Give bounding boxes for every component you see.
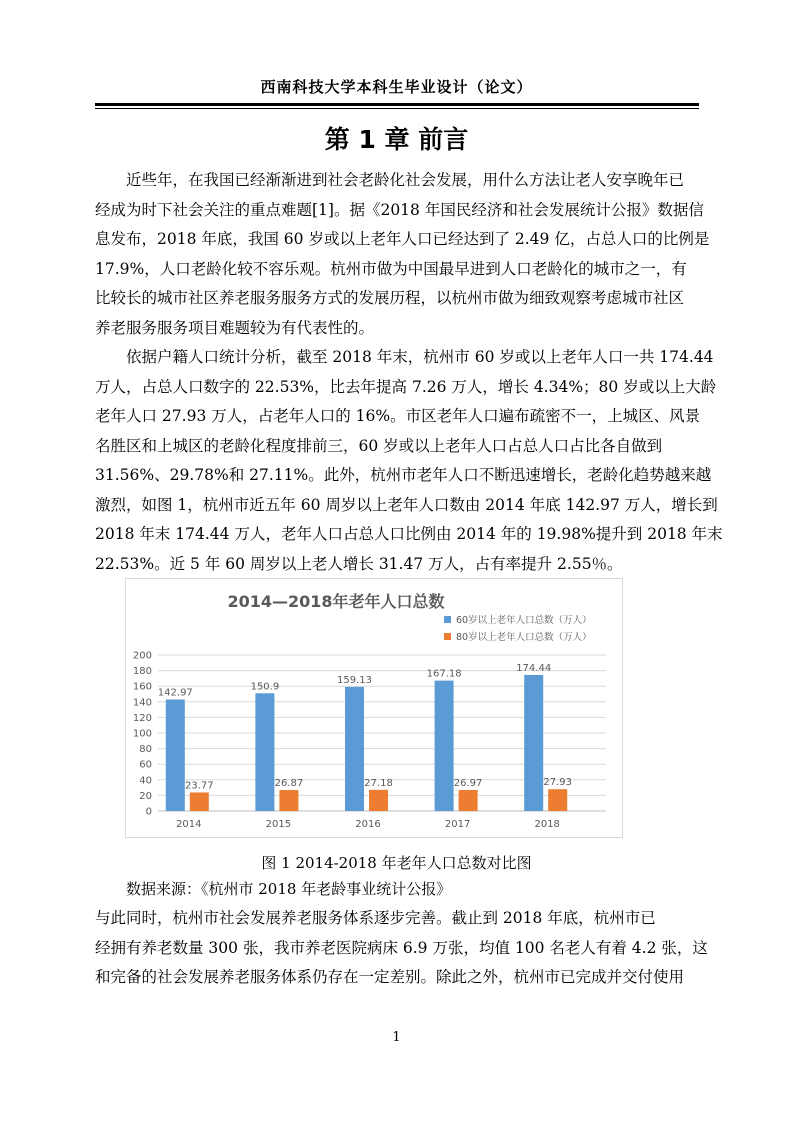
bar-80plus: [548, 789, 567, 811]
x-axis-ticks: [176, 819, 560, 830]
data-label: 26.87: [274, 778, 304, 790]
y-tick-label: 180: [132, 666, 152, 678]
bar-60plus: [524, 675, 543, 811]
chart-title: 2014—2018年老年人口总数: [227, 592, 445, 611]
data-label: 27.93: [543, 777, 573, 789]
y-tick-label: 0: [145, 806, 152, 818]
text-line: 经成为时下社会关注的重点难题[1]。据《2018 年国民经济和社会发展统计公报》数据信: [95, 200, 704, 219]
data-label: 159.13: [337, 674, 372, 686]
text-line: 激烈，如图 1，杭州市近五年 60 周岁以上老年人口数由 2014 年底 142.97 万人，增长到: [95, 495, 718, 514]
y-tick-label: 160: [132, 681, 152, 693]
text-line: 和完备的社会发展养老服务体系仍存在一定差别。除此之外，杭州市已完成并交付使用: [95, 968, 685, 986]
y-tick-label: 60: [139, 759, 152, 771]
text-line: 2018 年末 174.44 万人，老年人口占总人口比例由 2014 年的 19.98%提升到 2018 年末: [95, 525, 723, 543]
bar-80plus: [459, 790, 478, 811]
page-number: 1: [392, 1030, 401, 1045]
x-tick-label: 2016: [355, 819, 381, 830]
text-line: 息发布，2018 年底，我国 60 岁或以上老年人口已经达到了 2.49 亿，占总人口的比例是: [95, 230, 710, 248]
bar-60plus: [435, 681, 454, 811]
bar-80plus: [279, 790, 298, 811]
text-line: 比较长的城市社区养老服务服务方式的发展历程，以杭州市做为细致观察考虑城市社区: [95, 289, 685, 307]
y-tick-label: 140: [132, 697, 152, 709]
x-tick-label: 2018: [534, 819, 560, 830]
y-tick-label: 80: [139, 744, 152, 756]
paragraph-2: [95, 343, 723, 579]
header-rule-thick: [95, 103, 699, 106]
data-label: 150.9: [250, 681, 280, 693]
paragraph-1: [95, 166, 710, 343]
text-line: 17.9%，人口老龄化较不容乐观。杭州市做为中国最早进到人口老龄化的城市之一，有: [95, 259, 687, 278]
bar-80plus: [190, 792, 209, 811]
y-tick-label: 40: [139, 775, 152, 787]
data-label: 27.18: [364, 777, 393, 789]
y-tick-label: 100: [132, 728, 152, 740]
data-label: 23.77: [184, 780, 214, 792]
text-line: 万人，占总人口数字的 22.53%，比去年提高 7.26 万人，增长 4.34%；80 岁或以上大龄: [95, 377, 717, 396]
text-line: 近些年，在我国已经渐渐进到社会老龄化社会发展，用什么方法让老人安享晚年已: [95, 171, 685, 189]
bar-80plus: [369, 790, 388, 811]
paragraph-3: [95, 904, 708, 993]
bar-60plus: [345, 687, 364, 811]
legend-swatch-60plus: [444, 616, 451, 623]
chart-legend: [444, 614, 592, 643]
legend-label: 80岁以上老年人口总数（万人）: [456, 632, 592, 643]
chart-svg: [126, 579, 622, 837]
running-header: 西南科技大学本科生毕业设计（论文）: [260, 78, 533, 96]
x-tick-label: 2015: [265, 819, 292, 830]
x-tick-label: 2014: [176, 819, 202, 830]
text-line: 31.56%、29.78%和 27.11%。此外，杭州市老年人口不断迅速增长，老龄化趋势越来越: [95, 466, 712, 484]
data-label: 142.97: [157, 687, 193, 699]
y-tick-label: 120: [132, 712, 152, 724]
data-label: 174.44: [516, 662, 552, 674]
text-line: 依据户籍人口统计分析，截至 2018 年末，杭州市 60 岁或以上老年人口一共 174.44: [95, 348, 714, 366]
data-label: 26.97: [453, 777, 483, 789]
text-line: 老年人口 27.93 万人，占老年人口的 16%。市区老年人口遍布疏密不一，上城区、风景: [95, 407, 701, 425]
bar-60plus: [255, 693, 274, 811]
text-line: 与此同时，杭州市社会发展养老服务体系逐步完善。截止到 2018 年底，杭州市已: [95, 909, 656, 927]
y-tick-label: 20: [139, 790, 152, 802]
text-line: 经拥有养老数量 300 张，我市养老医院病床 6.9 万张，均值 100 名老人有着 4.2 张，这: [95, 938, 708, 957]
legend-swatch-80plus: [444, 633, 451, 640]
data-label: 167.18: [426, 668, 462, 680]
chapter-title: 第 1 章 前言: [324, 125, 469, 154]
x-tick-label: 2017: [444, 819, 471, 830]
chart-bars: [158, 663, 572, 811]
y-axis-ticks: [133, 651, 152, 818]
text-line: 名胜区和上城区的老龄化程度排前三，60 岁或以上老年人口占总人口占比各自做到: [95, 436, 663, 455]
bar-chart: [125, 578, 623, 838]
figure-source: 数据来源：《杭州市 2018 年老龄事业统计公报》: [126, 880, 452, 898]
y-tick-label: 200: [132, 650, 152, 662]
text-line: 22.53%。近 5 年 60 周岁以上老人增长 31.47 万人，占有率提升 2.55％。: [95, 554, 623, 573]
legend-label: 60岁以上老年人口总数（万人）: [456, 615, 592, 626]
header-rule-thin: [95, 108, 699, 109]
figure-caption: 图 1 2014-2018 年老年人口总数对比图: [261, 854, 532, 872]
text-line: 养老服务服务项目难题较为有代表性的。: [95, 318, 375, 337]
bar-60plus: [166, 699, 185, 811]
